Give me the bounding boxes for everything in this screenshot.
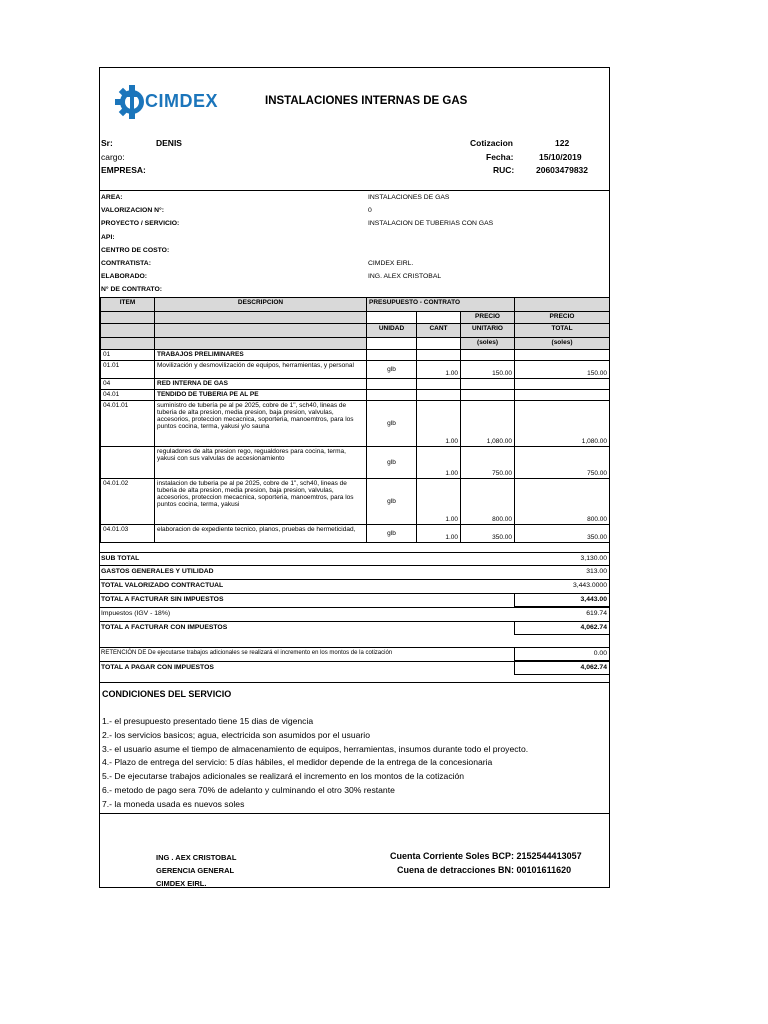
empresa-label: EMPRESA:: [101, 165, 146, 175]
table-header-row: (soles) (soles): [101, 338, 610, 350]
condition-item: 5.- De ejecutarse trabajos adicionales se realizará el incremento en los montos de la cotización: [102, 771, 465, 782]
sr-label: Sr:: [101, 138, 113, 148]
cell-cant: [417, 350, 461, 361]
condition-item: 3.- el usuario asume el tiempo de almacenamiento de equipos, herramientas, insumos durante todo el proyecto.: [102, 743, 529, 754]
table-row: [101, 525, 610, 543]
cell-cant: 1.00: [417, 401, 461, 447]
cell-desc: TENDIDO DE TUBERIA PE AL PE: [155, 390, 367, 401]
cell-pu: 800.00: [461, 479, 515, 525]
bcp-account: Cuenta Corriente Soles BCP: 2152544413057: [390, 851, 582, 861]
cell-total: [515, 390, 610, 401]
table-header-row: PRECIO PRECIO: [101, 312, 610, 324]
cell-pu: [461, 390, 515, 401]
cell-unit: glb: [367, 447, 417, 479]
total-row-con_imp: TOTAL A FACTURAR CON IMPUESTOS 4,062.74: [100, 621, 609, 635]
cotizacion-value: 122: [555, 138, 570, 148]
total-row-retencion: RETENCIÓN DE De ejecutarse trabajos adicionales se realizará el incremento en los montos de la cotización 0.00: [100, 647, 609, 661]
cell-item: 04.01.02: [101, 479, 155, 525]
condition-item: 2.- los servicios basicos; agua, electricida son asumidos por el usuario: [102, 729, 370, 740]
total-row-igv: Impuestos (IGV - 18%) 619.74: [100, 607, 609, 621]
cell-pu: 1,080.00: [461, 401, 515, 447]
cell-unit: [367, 390, 417, 401]
table-row: [101, 361, 610, 379]
cotizacion-label: Cotizacion: [470, 138, 513, 148]
cell-pu: [461, 379, 515, 390]
cell-desc: elaboracion de expediente tecnico, planos, pruebas de hermeticidad,: [155, 525, 367, 543]
fecha-value: 15/10/2019: [539, 152, 582, 162]
cargo-label: cargo:: [101, 152, 125, 162]
cell-total: 1,080.00: [515, 401, 610, 447]
table-row: [101, 390, 610, 401]
cell-item: 04.01: [101, 390, 155, 401]
document-title: INSTALACIONES INTERNAS DE GAS: [265, 95, 468, 107]
condition-item: 7.- la moneda usada es nuevos soles: [102, 798, 245, 809]
signer-name: ING . AEX CRISTOBAL: [156, 853, 237, 862]
cell-total: 800.00: [515, 479, 610, 525]
cell-unit: [367, 350, 417, 361]
cell-desc: TRABAJOS PRELIMINARES: [155, 350, 367, 361]
info-row-api: API:: [101, 234, 115, 241]
cell-item: 01: [101, 350, 155, 361]
cell-unit: glb: [367, 361, 417, 379]
cell-cant: [417, 390, 461, 401]
cell-item: 04.01.03: [101, 525, 155, 543]
info-row-proyecto: PROYECTO / SERVICIO: INSTALACION DE TUBERIAS CON GAS: [101, 220, 494, 227]
total-row-gastos: GASTOS GENERALES Y UTILIDAD 313.00: [100, 565, 609, 579]
condition-item: 6.- metodo de pago sera 70% de adelanto y culminando el otro 30% restante: [102, 785, 395, 795]
table-row: [101, 401, 610, 447]
cell-desc: Movilización y desmovilización de equipos, herramientas, y personal: [155, 361, 367, 379]
cell-pu: 150.00: [461, 361, 515, 379]
cell-item: 01.01: [101, 361, 155, 379]
sr-value: DENIS: [156, 138, 182, 148]
total-row-subtotal: SUB TOTAL 3,130.00: [100, 552, 609, 566]
signer-company: CIMDEX EIRL.: [156, 879, 207, 888]
cell-cant: 1.00: [417, 361, 461, 379]
cell-unit: glb: [367, 401, 417, 447]
info-row-valorizacion: VALORIZACION N°: 0: [101, 207, 372, 214]
cell-cant: 1.00: [417, 479, 461, 525]
items-table: [100, 297, 610, 543]
fecha-label: Fecha:: [486, 152, 514, 162]
info-row-centro: CENTRO DE COSTO:: [101, 247, 170, 254]
cell-item: 04.01.01: [101, 401, 155, 447]
quotation-sheet: [99, 67, 610, 888]
cell-desc: reguladores de alta presion rego, regualdores para cocina, terma, yakusi con sus valvulas de accesionamiento: [155, 447, 367, 479]
cell-desc: RED INTERNA DE GAS: [155, 379, 367, 390]
info-row-elaborado: ELABORADO: ING. ALEX CRISTOBAL: [101, 273, 442, 280]
cell-cant: 1.00: [417, 525, 461, 543]
cell-total: 350.00: [515, 525, 610, 543]
cell-pu: [461, 350, 515, 361]
cell-cant: [417, 379, 461, 390]
ruc-value: 20603479832: [536, 165, 589, 175]
table-header-row: ITEM DESCRIPCION PRESUPUESTO - CONTRATO: [101, 298, 610, 312]
conditions-title: CONDICIONES DEL SERVICIO: [102, 689, 232, 699]
cell-cant: 1.00: [417, 447, 461, 479]
cell-unit: [367, 379, 417, 390]
cell-total: 750.00: [515, 447, 610, 479]
cell-total: [515, 379, 610, 390]
cell-total: [515, 350, 610, 361]
total-row-pagar: TOTAL A PAGAR CON IMPUESTOS 4,062.74: [100, 661, 609, 675]
cimdex-logo: [115, 82, 225, 122]
cell-unit: glb: [367, 479, 417, 525]
cell-item: 04: [101, 379, 155, 390]
info-row-area: AREA: INSTALACIONES DE GAS: [101, 194, 450, 201]
condition-item: 1.- el presupuesto presentado tiene 15 dias de vigencia: [102, 716, 314, 726]
table-row: [101, 379, 610, 390]
bn-account: Cuena de detracciones BN: 00101611620: [397, 865, 572, 875]
cell-unit: glb: [367, 525, 417, 543]
info-row-contrato: N° DE CONTRATO:: [101, 286, 162, 293]
condition-item: 4.- Plazo de entrega del servicio: 5 días hábiles, el medidor depende de la entrega de la concesionaria: [102, 757, 493, 768]
total-row-sin_imp: TOTAL A FACTURAR SIN IMPUESTOS 3,443.00: [100, 593, 609, 607]
cell-item: [101, 447, 155, 479]
table-row: [101, 447, 610, 479]
table-row: [101, 350, 610, 361]
table-header-row: UNIDAD CANT UNITARIO TOTAL: [101, 324, 610, 338]
brand-text: CIMDEX: [145, 91, 219, 111]
ruc-label: RUC:: [493, 165, 515, 175]
signer-role: GERENCIA GENERAL: [156, 866, 235, 875]
info-row-contratista: CONTRATISTA: CIMDEX EIRL.: [101, 260, 414, 267]
table-row: [101, 479, 610, 525]
cell-pu: 350.00: [461, 525, 515, 543]
cell-desc: suministro de tubería pe al pe 2025, cobre de 1", sch40, lineas de tuberia de alta presion, media presion, baja presion, valvulas, accesorios, proteccion mecacnica, soporteria, manoemtros, para los puntos cocina, terma, yakusi y/o sauna: [155, 401, 367, 447]
cell-total: 150.00: [515, 361, 610, 379]
cell-desc: instalacion de tuberia pe al pe 2025, cobre de 1", sch40, lineas de tuberia de alta presion, media presion, baja presion, valvulas, accesorios, proteccion mecacnica, soporteria, manoemtros, para los puntos cocina, terma, yakusi: [155, 479, 367, 525]
total-row-valorizado: TOTAL VALORIZADO CONTRACTUAL 3,443.0000: [100, 579, 609, 593]
cell-pu: 750.00: [461, 447, 515, 479]
